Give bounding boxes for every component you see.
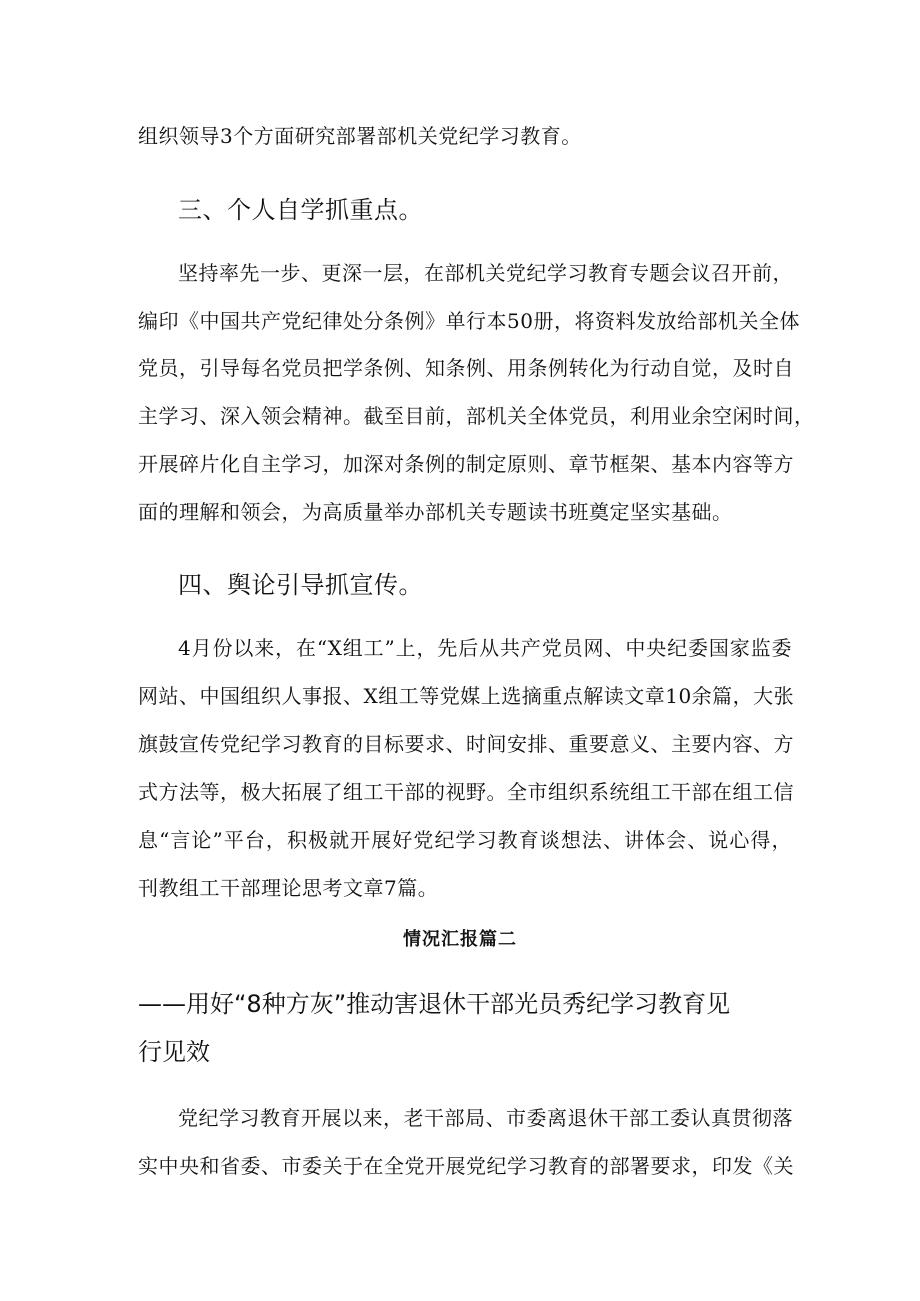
section-heading: 四、舆论引导抓宣传。 bbox=[178, 571, 423, 599]
article-subtitle: ——用好“8种方灰”推动害退休干部光员秀纪学习教育见 bbox=[138, 990, 731, 1018]
paragraph-line: 实中央和省委、市委关于在全党开展党纪学习教育的部署要求，印发《关 bbox=[138, 1154, 794, 1178]
paragraph-line: 旗鼓宣传党纪学习教育的目标要求、时间安排、重要意义、主要内容、方 bbox=[138, 732, 794, 756]
paragraph-line: 党员，引导每名党员把学条例、知条例、用条例转化为行动自觉，及时自 bbox=[138, 356, 794, 380]
section-heading: 三、个人自学抓重点。 bbox=[178, 196, 423, 224]
paragraph-line: 主学习、深入领会精神。截至目前，部机关全体党员，利用业余空闲时间， bbox=[138, 404, 815, 428]
paragraph-line: 刊教组工干部理论思考文章7篇。 bbox=[138, 876, 439, 900]
paragraph-line: 网站、中国组织人事报、X组工等党媒上选摘重点解读文章10余篇，大张 bbox=[138, 684, 795, 708]
paragraph-line: 面的理解和领会，为高质量举办部机关专题读书班奠定坚实基础。 bbox=[138, 500, 733, 524]
paragraph-line: 组织领导3个方面研究部署部机关党纪学习教育。 bbox=[138, 124, 582, 148]
paragraph-line: 开展碎片化自主学习，加深对条例的制定原则、章节框架、基本内容等方 bbox=[138, 452, 794, 476]
paragraph-line: 式方法等，极大拓展了组工干部的视野。全市组织系统组工干部在组工信 bbox=[138, 780, 794, 804]
paragraph-line: 党纪学习教育开展以来，老干部局、市委离退休干部工委认真贯彻落 bbox=[178, 1106, 793, 1130]
article-title: 情况汇报篇二 bbox=[403, 929, 517, 950]
paragraph-line: 4月份以来，在“X组工”上，先后从共产党员网、中央纪委国家监委 bbox=[178, 636, 792, 660]
paragraph-line: 编印《中国共产党纪律处分条例》单行本50册，将资料发放给部机关全体 bbox=[138, 309, 800, 333]
paragraph-line: 坚持率先一步、更深一层，在部机关党纪学习教育专题会议召开前， bbox=[178, 261, 793, 285]
paragraph-line: 息“言论”平台，积极就开展好党纪学习教育谈想法、讲体会、说心得， bbox=[138, 828, 792, 852]
article-subtitle: 行见效 bbox=[138, 1038, 210, 1066]
